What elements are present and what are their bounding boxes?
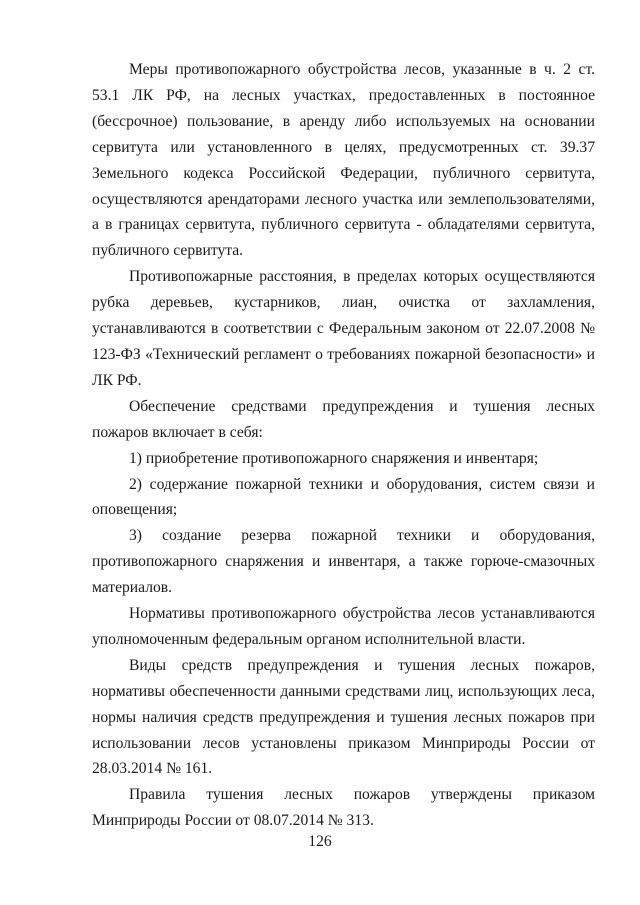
paragraph: Противопожарные расстояния, в пределах которых осуществляются рубка деревьев, кустарников, лиан, очистка от захламления, устанавливаются в соответствии с Федеральным законом от 22.07.2008 № 123-ФЗ «Технический регламент о требованиях пожарной безопасности» и ЛК РФ. [92, 268, 595, 389]
document-body [92, 57, 595, 834]
page-number: 126 [308, 833, 332, 850]
paragraph: Виды средств предупреждения и тушения лесных пожаров, нормативы обеспеченности данными средствами лиц, использующих леса, нормы наличия средств предупреждения и тушения лесных пожаров при использовании лесов установлены приказом Минприроды России от 28.03.2014 № 161. [92, 656, 595, 778]
paragraph: Меры противопожарного обустройства лесов, указанные в ч. 2 ст. 53.1 ЛК РФ, на лесных участках, предоставленных в постоянное (бессрочное) пользование, в аренду либо используемых на основании сервитута или установленного в целях, предусмотренных ст. 39.37 Земельного кодекса Российской Федерации, публичного сервитута, осуществляются арендаторами лесного участка или землепользователями, а в границах сервитута, публичного сервитута - обладателями сервитута, публичного сервитута. [92, 61, 595, 260]
paragraph: Правила тушения лесных пожаров утверждены приказом Минприроды России от 08.07.2014 № 313. [92, 786, 595, 830]
list-item: 2) содержание пожарной техники и оборудования, систем связи и оповещения; [92, 475, 595, 519]
list-item: 3) создание резерва пожарной техники и оборудования, противопожарного снаряжения и инвентаря, а также горюче-смазочных материалов. [92, 527, 595, 597]
paragraph: Нормативы противопожарного обустройства лесов устанавливаются уполномоченным федеральным органом исполнительной власти. [92, 605, 595, 648]
paragraph: Обеспечение средствами предупреждения и тушения лесных пожаров включает в себя: [92, 397, 595, 441]
list-item: 1) приобретение противопожарного снаряжения и инвентаря; [129, 449, 539, 467]
